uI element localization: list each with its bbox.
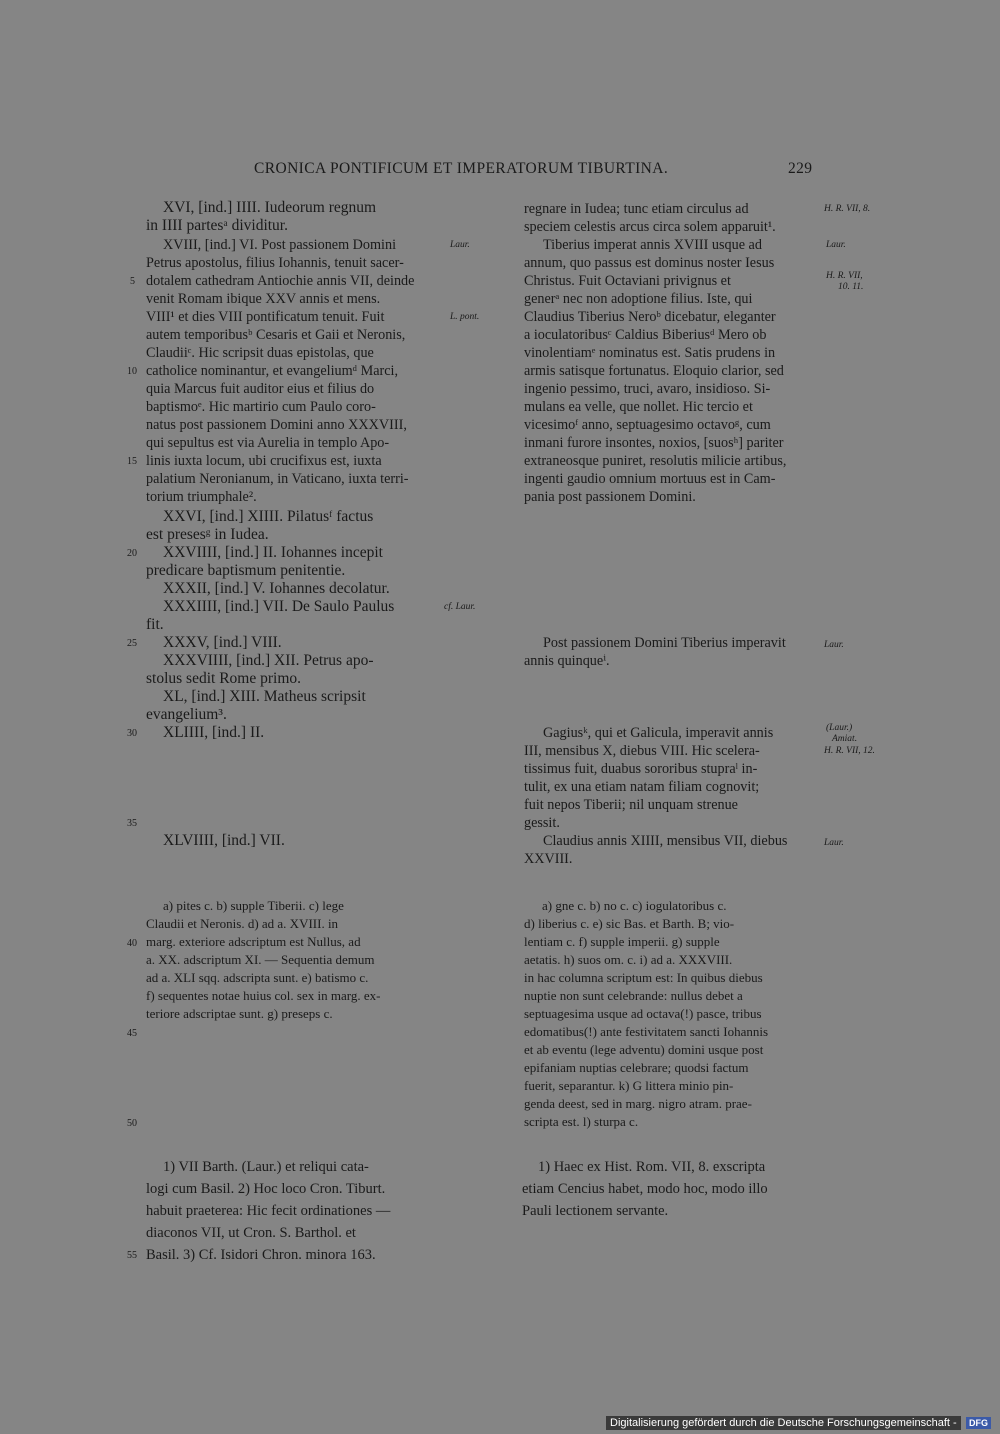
text-line: XL, [ind.] XIII. Matheus scripsit [163, 688, 366, 705]
apparatus-note: a. XX. adscriptum XI. — Sequentia demum [146, 952, 375, 967]
text-line: est presesᵍ in Iudea. [146, 526, 269, 543]
text-line: in IIII partesᵃ dividitur. [146, 217, 288, 234]
margin-note: (Laur.) [826, 723, 853, 733]
line-number: 15 [127, 456, 137, 467]
apparatus-note: Claudii et Neronis. d) ad a. XVIII. in [146, 916, 339, 931]
line-number: 30 [127, 728, 137, 739]
text-line: dotalem cathedram Antiochie annis VII, deinde [146, 273, 415, 289]
text-line: evangelium³. [146, 706, 227, 723]
apparatus-note: marg. exteriore adscriptum est Nullus, ad [146, 934, 361, 949]
text-line: VIII¹ et dies VIII pontificatum tenuit. Fuit [146, 309, 385, 325]
line-number: 20 [127, 548, 137, 559]
line-number: 35 [127, 818, 137, 829]
page-number: 229 [788, 160, 813, 177]
text-line: regnare in Iudea; tunc etiam circulus ad [524, 201, 749, 217]
text-line: Gagiusᵏ, qui et Galicula, imperavit annis [543, 725, 774, 741]
text-line: tissimus fuit, duabus sororibus stupraˡ in- [524, 761, 758, 777]
apparatus-note: lentiam c. f) supple imperii. g) supple [524, 934, 720, 949]
text-line: XLVIIII, [ind.] VII. [163, 832, 285, 849]
apparatus-note: a) gne c. b) no c. c) iogulatoribus c. [542, 898, 727, 913]
apparatus-note: genda deest, sed in marg. nigro atram. prae- [524, 1096, 752, 1111]
text-line: XVIII, [ind.] VI. Post passionem Domini [163, 237, 397, 253]
text-line: armis satisque fortunatus. Eloquio clarior, sed [524, 363, 784, 379]
text-line: XXXVIIII, [ind.] XII. Petrus apo- [163, 652, 374, 669]
text-line: autem temporibusᵇ Cesaris et Gaii et Neronis, [146, 327, 406, 343]
line-number: 40 [127, 938, 137, 949]
text-line: XVI, [ind.] IIII. Iudeorum regnum [163, 199, 377, 216]
text-line: Post passionem Domini Tiberius imperavit [543, 635, 786, 651]
line-number: 50 [127, 1118, 137, 1129]
footnote: Pauli lectionem servante. [522, 1203, 669, 1219]
apparatus-note: ad a. XLI sqq. adscripta sunt. e) batismo c. [146, 970, 369, 985]
line-number: 10 [127, 366, 137, 377]
text-line: annum, quo passus est dominus noster Iesus [524, 255, 775, 271]
apparatus-note: teriore adscriptae sunt. g) preseps c. [146, 1006, 333, 1021]
apparatus-note: edomatibus(!) ante festivitatem sancti Iohannis [524, 1024, 769, 1039]
text-line: baptismoᵉ. Hic martirio cum Paulo coro- [146, 399, 376, 415]
text-line: XXXV, [ind.] VIII. [163, 634, 282, 651]
text-line: vinolentiamᵉ nominatus est. Satis prudens in [524, 345, 776, 361]
footnote: Basil. 3) Cf. Isidori Chron. minora 163. [146, 1247, 376, 1263]
margin-note: Laur. [824, 640, 844, 650]
text-line: Claudiiᶜ. Hic scripsit duas epistolas, que [146, 345, 374, 361]
text-line: predicare baptismum penitentie. [146, 562, 346, 579]
text-line: catholice nominantur, et evangeliumᵈ Marci, [146, 363, 399, 379]
text-line: qui sepultus est via Aurelia in templo Apo- [146, 435, 390, 451]
text-line: Christus. Fuit Octaviani privignus et [524, 273, 731, 289]
text-line: XXXII, [ind.] V. Iohannes decolatur. [163, 580, 390, 597]
footnote: habuit praeterea: Hic fecit ordinationes — [146, 1203, 391, 1219]
apparatus-note: fuerit, separantur. k) G littera minio pin- [524, 1078, 734, 1093]
margin-note: 10. 11. [838, 282, 864, 292]
apparatus-note: d) liberius c. e) sic Bas. et Barth. B; vio- [524, 916, 735, 931]
margin-note: cf. Laur. [444, 602, 476, 612]
text-line: linis iuxta locum, ubi crucifixus est, iuxta [146, 453, 382, 469]
text-line: vicesimoᶠ anno, septuagesimo octavoᵍ, cum [524, 417, 771, 433]
line-number: 45 [127, 1028, 137, 1039]
apparatus-note: aetatis. h) suos om. c. i) ad a. XXXVIII. [524, 952, 733, 967]
text-line: III, mensibus X, diebus VIII. Hic scelera- [524, 743, 760, 759]
text-line: Petrus apostolus, filius Iohannis, tenuit sacer- [146, 255, 404, 271]
text-line: speciem celestis arcus circa solem apparuit¹. [524, 219, 776, 235]
text-line: generᵃ nec non adoptione filius. Iste, qui [524, 291, 753, 307]
footnote: etiam Cencius habet, modo hoc, modo illo [522, 1181, 768, 1197]
text-line: inmani furore insontes, noxios, [suosʰ] pariter [524, 435, 784, 451]
text-line: fuit nepos Tiberii; nil unquam strenue [524, 797, 738, 813]
text-line: stolus sedit Rome primo. [146, 670, 301, 687]
line-number: 5 [130, 276, 135, 287]
text-line: XXVI, [ind.] XIIII. Pilatusᶠ factus [163, 508, 374, 525]
text-line: annis quinqueⁱ. [524, 653, 610, 669]
apparatus-note: f) sequentes notae huius col. sex in marg. ex- [146, 988, 381, 1003]
text-line: XXXIIII, [ind.] VII. De Saulo Paulus [163, 598, 395, 615]
margin-note: Amiat. [832, 734, 858, 744]
text-line: mulans ea velle, que nollet. Hic tercio et [524, 399, 753, 415]
text-line: ingenio pessimo, truci, avaro, insidioso. Si- [524, 381, 771, 397]
margin-note: H. R. VII, 8. [824, 204, 871, 214]
margin-note: Laur. [826, 240, 846, 250]
margin-note: H. R. VII, 12. [824, 746, 875, 756]
margin-note: L. pont. [450, 312, 480, 322]
running-title: CRONICA PONTIFICUM ET IMPERATORUM TIBURTINA. [254, 160, 669, 177]
text-line: Claudius annis XIIII, mensibus VII, diebus [543, 833, 788, 849]
apparatus-note: in hac columna scriptum est: In quibus diebus [524, 970, 763, 985]
line-number: 55 [127, 1250, 137, 1261]
apparatus-note: scripta est. l) sturpa c. [524, 1114, 639, 1129]
margin-note: Laur. [824, 838, 844, 848]
text-line: natus post passionem Domini anno XXXVIII, [146, 417, 407, 433]
apparatus-note: et ab eventu (lege adventu) domini usque post [524, 1042, 764, 1057]
text-line: gessit. [524, 815, 560, 831]
text-line: fit. [146, 616, 164, 633]
text-line: venit Romam ibique XXV annis et mens. [146, 291, 381, 307]
margin-note: Laur. [450, 240, 470, 250]
text-line: tulit, ex una etiam natam filiam cognovit; [524, 779, 760, 795]
text-line: extraneosque puniret, resolutis milicie artibus, [524, 453, 787, 469]
apparatus-note: septuagesima usque ad octava(!) pasce, tribus [524, 1006, 762, 1021]
apparatus-note: a) pites c. b) supple Tiberii. c) lege [163, 898, 344, 913]
footnote: 1) VII Barth. (Laur.) et reliqui cata- [163, 1159, 369, 1175]
text-line: XLIIII, [ind.] II. [163, 724, 265, 741]
text-line: quia Marcus fuit auditor eius et filius do [146, 381, 375, 397]
footnote: diaconos VII, ut Cron. S. Barthol. et [146, 1225, 356, 1241]
text-line: pania post passionem Domini. [524, 489, 696, 505]
text-line: XXVIII. [524, 851, 573, 867]
text-line: Claudius Tiberius Neroᵇ dicebatur, eleganter [524, 309, 776, 325]
digitization-credit: Digitalisierung gefördert durch die Deutsche Forschungsgemeinschaft - [606, 1416, 961, 1430]
text-line: Tiberius imperat annis XVIII usque ad [543, 237, 762, 253]
margin-note: H. R. VII, [826, 271, 863, 281]
apparatus-note: epifaniam nuptias celebrare; quodsi factum [524, 1060, 749, 1075]
line-number: 25 [127, 638, 137, 649]
text-line: ingenti gaudio omnium mortuus est in Cam- [524, 471, 776, 487]
text-line: XXVIIII, [ind.] II. Iohannes incepit [163, 544, 383, 561]
text-line: a ioculatoribusᶜ Caldius Biberiusᵈ Mero ob [524, 327, 767, 343]
dfg-logo-icon: DFG [966, 1417, 991, 1429]
footnote: 1) Haec ex Hist. Rom. VII, 8. exscripta [538, 1159, 766, 1175]
text-line: palatium Neronianum, in Vaticano, iuxta terri- [146, 471, 409, 487]
footnote: logi cum Basil. 2) Hoc loco Cron. Tiburt. [146, 1181, 386, 1197]
text-line: torium triumphale². [146, 489, 257, 505]
apparatus-note: nuptie non sunt celebrande: nullus debet a [524, 988, 743, 1003]
